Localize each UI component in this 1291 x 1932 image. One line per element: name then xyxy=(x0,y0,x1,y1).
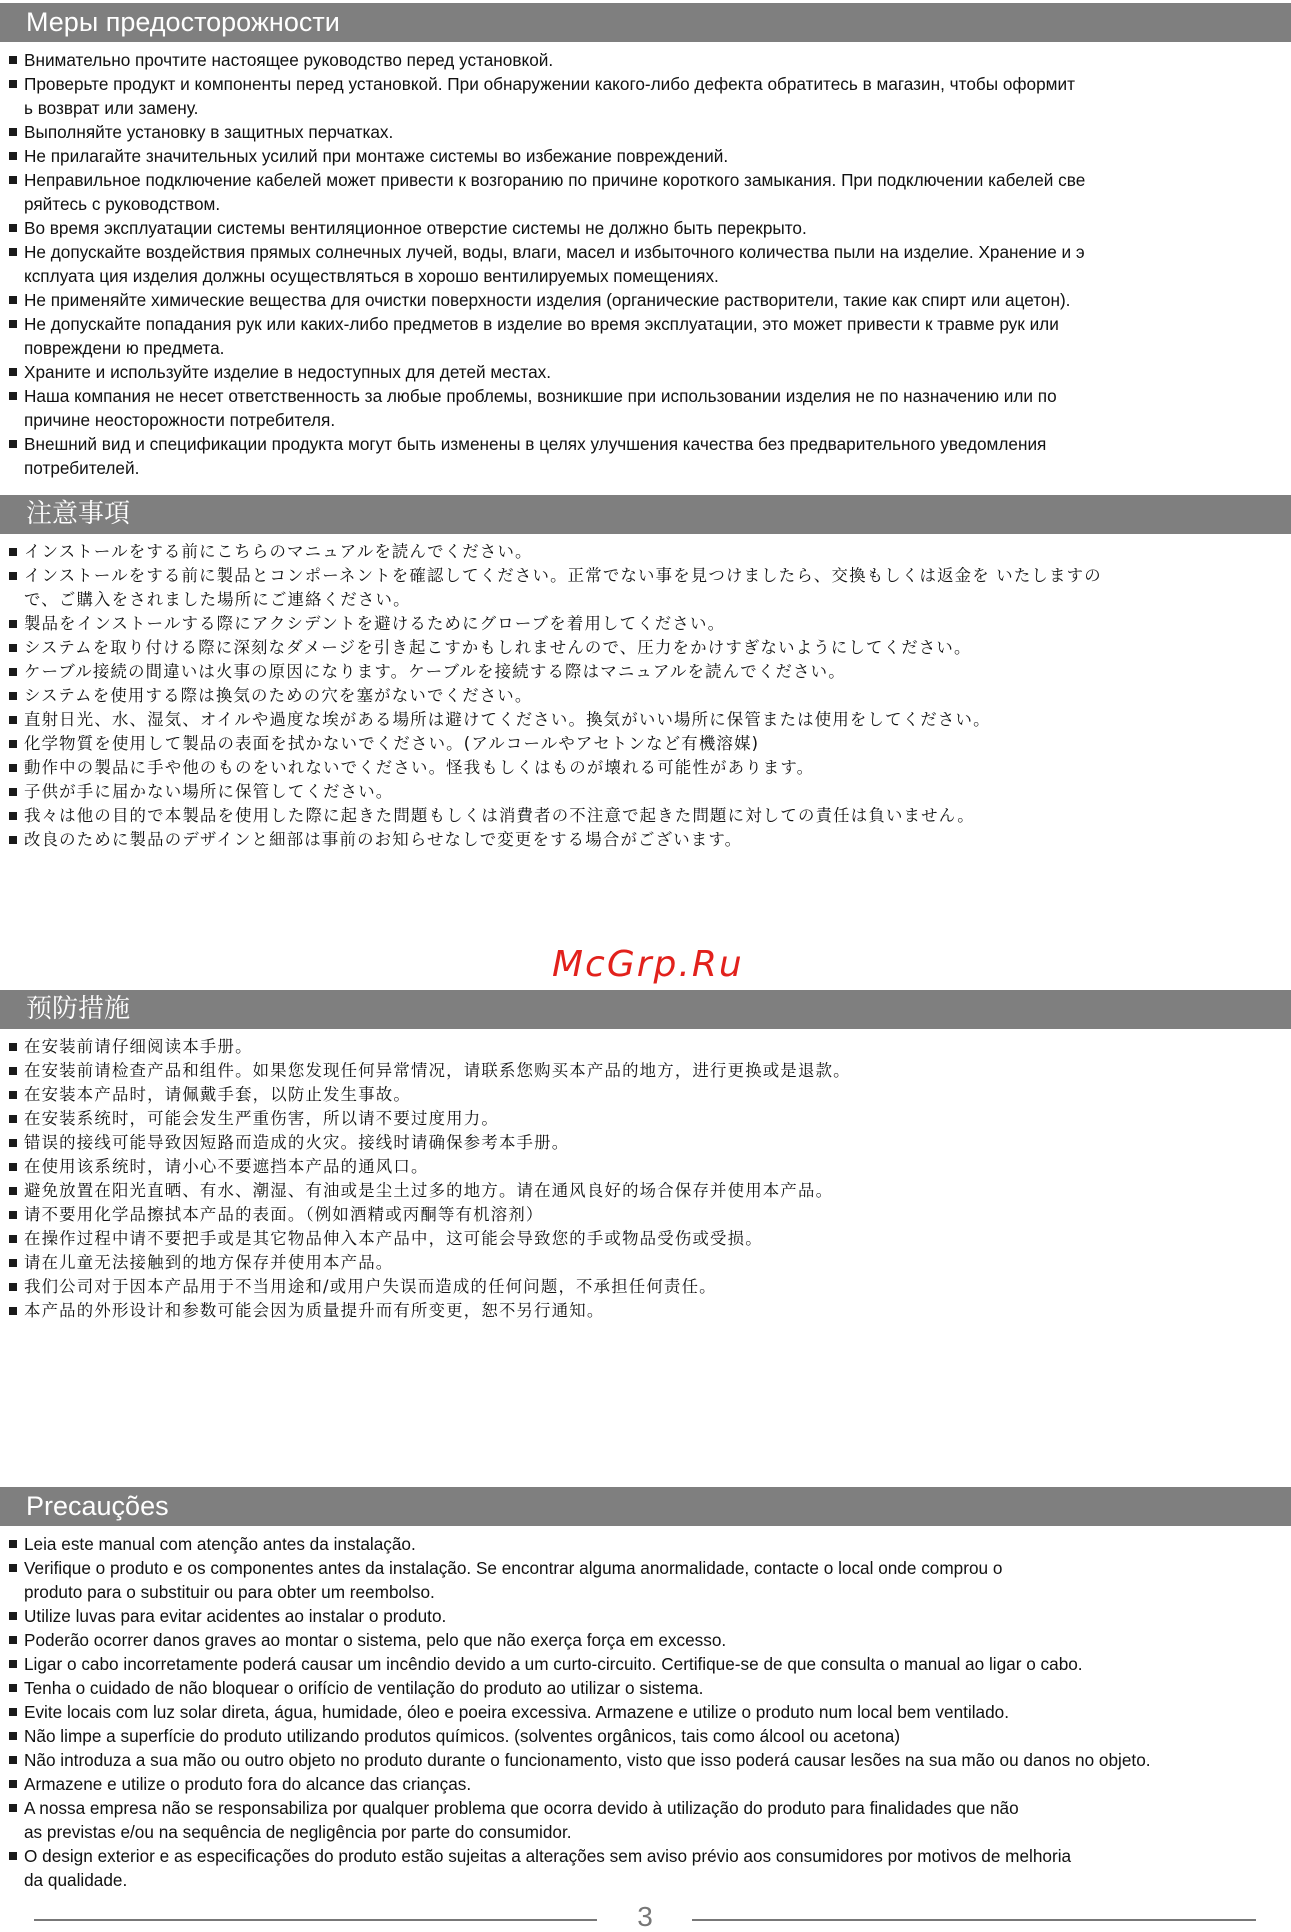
square-bullet-icon xyxy=(9,1283,17,1291)
list-item xyxy=(8,1059,1277,1083)
square-bullet-icon xyxy=(9,836,17,844)
precautions-list-chinese xyxy=(0,1029,1291,1323)
list-item xyxy=(8,1628,1277,1652)
list-item-text: Ligar o cabo incorretamente poderá causar um incêndio devido a um curto-circuito. Certifique-se de que consulta o manual ao ligar o cabo. xyxy=(24,1654,1083,1674)
list-item-text: 在使用该系统时，请小心不要遮挡本产品的通风口。 xyxy=(24,1157,429,1176)
section-chinese xyxy=(0,990,1291,1323)
list-item-text: Не применяйте химические вещества для очистки поверхности изделия (органические растворители, такие как спирт или ацетон). xyxy=(24,290,1071,310)
square-bullet-icon xyxy=(9,1540,17,1548)
square-bullet-icon xyxy=(9,572,17,580)
list-item-text: 本产品的外形设计和参数可能会因为质量提升而有所变更，恕不另行通知。 xyxy=(24,1301,605,1320)
list-item xyxy=(8,564,1277,612)
list-item xyxy=(8,612,1277,636)
list-item xyxy=(8,1227,1277,1251)
page-number: 3 xyxy=(637,1901,653,1932)
list-item-text: Неправильное подключение кабелей может привести к возгоранию по причине короткого замыкания. При подключении кабелей све ряйтесь с руководством. xyxy=(24,170,1086,214)
list-item-text: Evite locais com luz solar direta, água, humidade, óleo e poeira excessiva. Armazene e utilize o produto num local bem ventilado. xyxy=(24,1702,1009,1722)
list-item-text: Выполняйте установку в защитных перчатках. xyxy=(24,122,394,142)
square-bullet-icon xyxy=(9,368,17,376)
list-item xyxy=(8,216,1277,240)
square-bullet-icon xyxy=(9,248,17,256)
list-item xyxy=(8,732,1277,756)
list-item-text: 我々は他の目的で本製品を使用した際に起きた問題もしくは消費者の不注意で起きた問題に対しての責任は負いません。 xyxy=(24,806,975,825)
square-bullet-icon xyxy=(9,788,17,796)
list-item xyxy=(8,1083,1277,1107)
square-bullet-icon xyxy=(9,764,17,772)
footer-rule-left xyxy=(34,1919,597,1921)
square-bullet-icon xyxy=(9,1211,17,1219)
list-item-text: Leia este manual com atenção antes da instalação. xyxy=(24,1534,416,1554)
list-item xyxy=(8,1796,1277,1844)
list-item-text: 请不要用化学品擦拭本产品的表面。（例如酒精或丙酮等有机溶剂） xyxy=(24,1205,544,1224)
list-item xyxy=(8,1772,1277,1796)
square-bullet-icon xyxy=(9,176,17,184)
list-item xyxy=(8,144,1277,168)
square-bullet-icon xyxy=(9,1067,17,1075)
list-item xyxy=(8,1299,1277,1323)
list-item xyxy=(8,804,1277,828)
list-item-text: 在安装前请仔细阅读本手册。 xyxy=(24,1037,253,1056)
list-item-text: 化学物質を使用して製品の表面を拭かないでください。(アルコールやアセトンなど有機溶媒) xyxy=(24,734,760,753)
list-item xyxy=(8,660,1277,684)
section-title-russian: Меры предосторожности xyxy=(0,3,1291,42)
list-item-text: Наша компания не несет ответственность за любые проблемы, возникшие при использовании изделия не по назначению или по причине неосторожности потребителя. xyxy=(24,386,1057,430)
square-bullet-icon xyxy=(9,1780,17,1788)
list-item xyxy=(8,1035,1277,1059)
list-item-text: インストールをする前に製品とコンポーネントを確認してください。正常でない事を見つけましたら、交換もしくは返金を いたしますの で、ご購入をされました場所にご連絡ください。 xyxy=(24,566,1102,609)
square-bullet-icon xyxy=(9,1235,17,1243)
list-item xyxy=(8,1532,1277,1556)
list-item xyxy=(8,48,1277,72)
square-bullet-icon xyxy=(9,1660,17,1668)
list-item xyxy=(8,684,1277,708)
list-item-text: システムを使用する際は換気のための穴を塞がないでください。 xyxy=(24,686,533,705)
square-bullet-icon xyxy=(9,1804,17,1812)
list-item-text: Poderão ocorrer danos graves ao montar o sistema, pelo que não exerça força em excesso. xyxy=(24,1630,727,1650)
list-item-text: 在安装系统时，可能会发生严重伤害，所以请不要过度用力。 xyxy=(24,1109,499,1128)
list-item xyxy=(8,1652,1277,1676)
square-bullet-icon xyxy=(9,320,17,328)
section-japanese xyxy=(0,495,1291,852)
square-bullet-icon xyxy=(9,1732,17,1740)
square-bullet-icon xyxy=(9,1852,17,1860)
list-item xyxy=(8,1604,1277,1628)
list-item-text: ケーブル接続の間違いは火事の原因になります。ケーブルを接続する際はマニュアルを読んでください。 xyxy=(24,662,846,681)
list-item-text: 直射日光、水、湿気、オイルや過度な埃がある場所は避けてください。換気がいい場所に保管または使用をしてください。 xyxy=(24,710,991,729)
list-item-text: Не допускайте воздействия прямых солнечных лучей, воды, влаги, масел и избыточного количества пыли на изделие. Хранение и э ксплуата ция изделия должны осуществляться в хорошо вентилируемых помещениях. xyxy=(24,242,1085,286)
watermark-logo: McGrp.Ru xyxy=(552,944,744,985)
list-item xyxy=(8,780,1277,804)
list-item-text: Verifique o produto e os componentes antes da instalação. Se encontrar alguma anormalidade, contacte o local onde comprou o produto para o substituir ou para obter um reembolso. xyxy=(24,1558,1003,1602)
square-bullet-icon xyxy=(9,1708,17,1716)
square-bullet-icon xyxy=(9,296,17,304)
list-item xyxy=(8,636,1277,660)
list-item-text: Не прилагайте значительных усилий при монтаже системы во избежание повреждений. xyxy=(24,146,729,166)
list-item-text: Utilize luvas para evitar acidentes ao instalar o produto. xyxy=(24,1606,447,1626)
list-item xyxy=(8,1179,1277,1203)
square-bullet-icon xyxy=(9,812,17,820)
square-bullet-icon xyxy=(9,692,17,700)
list-item-text: Внешний вид и спецификации продукта могут быть изменены в целях улучшения качества без предварительного уведомления потребителей. xyxy=(24,434,1047,478)
list-item xyxy=(8,1844,1277,1892)
list-item xyxy=(8,1748,1277,1772)
square-bullet-icon xyxy=(9,644,17,652)
square-bullet-icon xyxy=(9,1307,17,1315)
list-item-text: 製品をインストールする際にアクシデントを避けるためにグローブを着用してください。 xyxy=(24,614,726,633)
list-item-text: Храните и используйте изделие в недоступных для детей местах. xyxy=(24,362,551,382)
square-bullet-icon xyxy=(9,1564,17,1572)
list-item xyxy=(8,708,1277,732)
list-item xyxy=(8,540,1277,564)
list-item xyxy=(8,72,1277,120)
list-item xyxy=(8,1203,1277,1227)
section-title-japanese: 注意事項 xyxy=(0,495,1291,534)
square-bullet-icon xyxy=(9,1043,17,1051)
list-item-text: Внимательно прочтите настоящее руководство перед установкой. xyxy=(24,50,554,70)
list-item xyxy=(8,1275,1277,1299)
square-bullet-icon xyxy=(9,1139,17,1147)
square-bullet-icon xyxy=(9,740,17,748)
list-item xyxy=(8,360,1277,384)
list-item-text: 避免放置在阳光直晒、有水、潮湿、有油或是尘土过多的地方。请在通风良好的场合保存并使用本产品。 xyxy=(24,1181,834,1200)
list-item xyxy=(8,756,1277,780)
precautions-list-japanese xyxy=(0,534,1291,852)
square-bullet-icon xyxy=(9,1187,17,1195)
list-item xyxy=(8,432,1277,480)
list-item xyxy=(8,1676,1277,1700)
precautions-list-russian xyxy=(0,42,1291,480)
list-item xyxy=(8,1131,1277,1155)
list-item xyxy=(8,240,1277,288)
square-bullet-icon xyxy=(9,152,17,160)
list-item-text: 改良のために製品のデザインと細部は事前のお知らせなしで変更をする場合がございます。 xyxy=(24,830,743,849)
section-title-chinese: 预防措施 xyxy=(0,990,1291,1029)
list-item xyxy=(8,120,1277,144)
list-item-text: Проверьте продукт и компоненты перед установкой. При обнаружении какого-либо дефекта обратитесь в магазин, чтобы оформит ь возврат или замену. xyxy=(24,74,1075,118)
list-item-text: 我们公司对于因本产品用于不当用途和/或用户失误而造成的任何问题，不承担任何责任。 xyxy=(24,1277,717,1296)
list-item-text: O design exterior e as especificações do produto estão sujeitas a alterações sem aviso prévio aos consumidores por motivos de melhoria da qualidade. xyxy=(24,1846,1072,1890)
section-portuguese xyxy=(0,1487,1291,1892)
square-bullet-icon xyxy=(9,80,17,88)
square-bullet-icon xyxy=(9,620,17,628)
square-bullet-icon xyxy=(9,440,17,448)
list-item-text: Tenha o cuidado de não bloquear o orifício de ventilação do produto ao utilizar o sistema. xyxy=(24,1678,704,1698)
list-item-text: Não introduza a sua mão ou outro objeto no produto durante o funcionamento, visto que isso poderá causar lesões na sua mão ou danos no objeto. xyxy=(24,1750,1151,1770)
square-bullet-icon xyxy=(9,1091,17,1099)
square-bullet-icon xyxy=(9,56,17,64)
square-bullet-icon xyxy=(9,224,17,232)
list-item xyxy=(8,1700,1277,1724)
square-bullet-icon xyxy=(9,668,17,676)
list-item-text: Не допускайте попадания рук или каких-либо предметов в изделие во время эксплуатации, это может привести к травме рук или повреждени ю предмета. xyxy=(24,314,1059,358)
square-bullet-icon xyxy=(9,1636,17,1644)
square-bullet-icon xyxy=(9,1115,17,1123)
list-item-text: 在安装前请检查产品和组件。如果您发现任何异常情况，请联系您购买本产品的地方，进行更换或是退款。 xyxy=(24,1061,851,1080)
list-item-text: 请在儿童无法接触到的地方保存并使用本产品。 xyxy=(24,1253,394,1272)
square-bullet-icon xyxy=(9,128,17,136)
list-item xyxy=(8,384,1277,432)
list-item xyxy=(8,1107,1277,1131)
list-item-text: インストールをする前にこちらのマニュアルを読んでください。 xyxy=(24,542,533,561)
list-item xyxy=(8,168,1277,216)
list-item xyxy=(8,288,1277,312)
list-item-text: Não limpe a superfície do produto utilizando produtos químicos. (solventes orgânicos, tais como álcool ou acetona) xyxy=(24,1726,901,1746)
section-russian xyxy=(0,3,1291,480)
square-bullet-icon xyxy=(9,1684,17,1692)
list-item-text: 在操作过程中请不要把手或是其它物品伸入本产品中，这可能会导致您的手或物品受伤或受损。 xyxy=(24,1229,763,1248)
square-bullet-icon xyxy=(9,1163,17,1171)
list-item xyxy=(8,312,1277,360)
list-item-text: Armazene e utilize o produto fora do alcance das crianças. xyxy=(24,1774,472,1794)
list-item xyxy=(8,1155,1277,1179)
list-item-text: Во время эксплуатации системы вентиляционное отверстие системы не должно быть перекрыто. xyxy=(24,218,807,238)
square-bullet-icon xyxy=(9,1259,17,1267)
section-title-portuguese: Precauções xyxy=(0,1487,1291,1526)
precautions-list-portuguese xyxy=(0,1526,1291,1892)
list-item xyxy=(8,1556,1277,1604)
square-bullet-icon xyxy=(9,548,17,556)
square-bullet-icon xyxy=(9,392,17,400)
list-item xyxy=(8,1251,1277,1275)
list-item-text: 子供が手に届かない場所に保管してください。 xyxy=(24,782,394,801)
list-item xyxy=(8,1724,1277,1748)
footer-rule-right xyxy=(692,1919,1256,1921)
list-item-text: システムを取り付ける際に深刻なダメージを引き起こすかもしれませんので、圧力をかけすぎないようにしてください。 xyxy=(24,638,972,657)
square-bullet-icon xyxy=(9,716,17,724)
list-item-text: A nossa empresa não se responsabiliza por qualquer problema que ocorra devido à utilização do produto para finalidades que não as previstas e/ou na sequência de negligência por parte do consumidor. xyxy=(24,1798,1019,1842)
list-item xyxy=(8,828,1277,852)
square-bullet-icon xyxy=(9,1612,17,1620)
list-item-text: 動作中の製品に手や他のものをいれないでください。怪我もしくはものが壊れる可能性があります。 xyxy=(24,758,815,777)
list-item-text: 在安装本产品时，请佩戴手套，以防止发生事故。 xyxy=(24,1085,411,1104)
square-bullet-icon xyxy=(9,1756,17,1764)
list-item-text: 错误的接线可能导致因短路而造成的火灾。接线时请确保参考本手册。 xyxy=(24,1133,570,1152)
